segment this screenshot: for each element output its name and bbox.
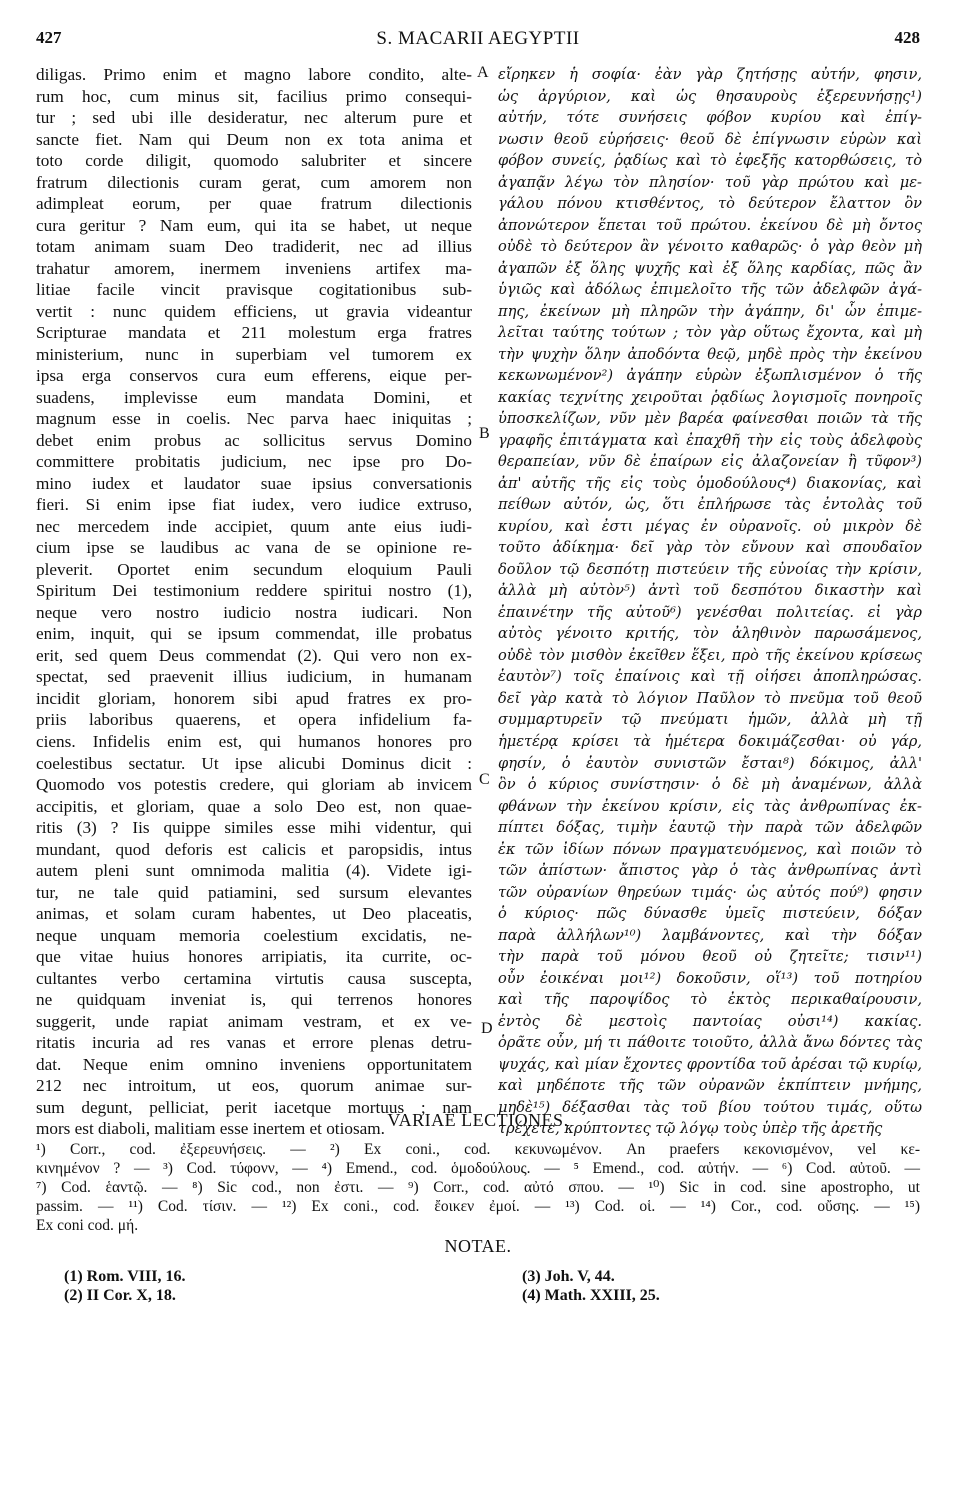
latin-text-line: debet enim probus ac sollicitus servus Domino <box>36 430 472 450</box>
greek-text-line: εἴρηκεν ἡ σοφία· ἐὰν γὰρ ζητήσῃς αὐτήν, φησιν, <box>498 66 922 83</box>
greek-text-line: τρέχετε, κρύπτοντες τῷ λόγῳ τοὺς ὑπὲρ τῆς ἀρετῆς <box>498 1120 883 1138</box>
greek-text-line: ἡμετέρᾳ κρίσει τὰ ἡμέτερα δοκιμάζεσθαι· οὐ γάρ, <box>498 732 922 750</box>
greek-text-line: ὃν ὁ κύριος συνίστησιν· ὁ δὲ μὴ ἀναμένων, ἀλλὰ <box>498 776 922 794</box>
greek-text-line: ψυχάς, καὶ μίαν ἔχοντες φροντίδα τοῦ ἀρέσαι τῷ κυρίῳ, <box>498 1055 922 1073</box>
latin-text-line: incidit gloriam, honorem sibi apud fratres ex pro- <box>36 688 472 708</box>
latin-text-line: suadens, implevisse eum mandata Domini, et <box>36 387 472 407</box>
greek-text-line: παρὰ ἀλλήλων¹⁰) λαμβάνοντες, καὶ τὴν δόξαν <box>498 926 922 944</box>
greek-text-line: οὖν ἐοικέναι μοι¹²) δοκοῦσιν, οἵ¹³) τοῦ ποτηρίου <box>498 969 922 987</box>
variae-lectiones-body <box>36 1140 920 1235</box>
latin-text-line: priis laboribus quaerens, et opera infidelium fa- <box>36 710 472 730</box>
margin-mark-c: C <box>479 771 490 788</box>
margin-mark-a: A <box>477 64 489 81</box>
variant-reading-line: passim. — ¹¹) Cod. τίσιν. — ¹²) Ex coni., cod. ἔοικεν ἐμοί. — ¹³) Cod. οἱ. — ¹⁴) Cor., cod. οὔσης. — ¹⁵) <box>36 1198 920 1215</box>
greek-text-line: δοῦλον τῷ δεσπότῃ πιστεύειν τῆς εὐνοίας τὴν κρίσιν, <box>498 560 922 578</box>
greek-text-line: γάλου πόνου κτισθέντος, τὸ δεύτερον ἔλαττον ὂν <box>498 195 922 213</box>
latin-text-line: trahatur amorem, inermem inveniens artifex ma- <box>36 258 472 278</box>
greek-text-line: τῶν οὐρανίων θηρεύων τιμάς· ὡς αὐτός πού⁹) φησιν <box>498 883 922 901</box>
latin-text-line: diligas. Primo enim et magno labore condito, alte- <box>36 65 472 84</box>
greek-text-line: δεῖ γὰρ κατὰ τὸ λόγιον Παῦλον τὸ πνεῦμα τοῦ θεοῦ <box>498 689 922 707</box>
greek-text-line: αὐτήν, τότε συνήσεις φόβον κυρίου καὶ ἐπίγ- <box>498 109 922 127</box>
greek-text-line: μηδὲ¹⁵) δέξασθαι τὰς τοῦ βίου τούτου τιμάς, οὕτω <box>498 1098 922 1116</box>
latin-text-line: fratrum dilectionis curam gerat, cum amorem non <box>36 172 472 192</box>
variant-reading-line: κινημένον ? — ³) Cod. τύφονν, — ⁴) Emend., cod. ὁμοδούλους. — ⁵ Emend., cod. αὐτήν. — ⁶) Cod. αὐτοῦ. — <box>36 1160 920 1177</box>
greek-text-line: ἑαυτὸν⁷) τοῖς ἐπαίνοις καὶ τῇ οἰήσει ἀποπληρώσας. <box>498 668 922 686</box>
latin-text-line: enim, inquit, qui se ipsum commendat, ille probatus <box>36 624 472 644</box>
greek-text-line: ὑγιῶς καὶ ἀδόλως ἐπιμελοῖτο τῆς τῶν ἀδελφῶν ἀγά- <box>498 281 922 299</box>
latin-text-line: magnum esse in coelis. Nec parva haec iniquitas ; <box>36 409 472 429</box>
latin-text-line: cium ipse se laudibus ac vana de se opinione re- <box>36 538 472 558</box>
greek-text-line: γραφῆς ἐπιτάγματα καὶ ἐπαχθῆ τὴν εἰς τοὺς ἀδελφοὺς <box>498 431 922 449</box>
latin-text-line: committere probitatis judicium, nec ipse pro Do- <box>36 452 472 472</box>
latin-text-line: vertit : nunc quidem efficiens, ut gravia videantur <box>36 301 472 321</box>
latin-text-line: Scripturae mandata et 211 molestum erga fratres <box>36 323 472 343</box>
latin-text-line: ritis (3) ? Iis quippe similes esse mihi videntur, qui <box>36 818 472 838</box>
greek-text-line: νωσιν θεοῦ εὑρήσεις· θεοῦ δὲ ἐπίγνωσιν εὑρὼν καὶ <box>498 130 922 148</box>
greek-text-line: φησίν, ὁ ἑαυτὸν συνιστῶν ἔσται⁸) δόκιμος, ἀλλ' <box>498 754 922 772</box>
page-number-right: 428 <box>894 28 920 47</box>
greek-column <box>498 64 922 1138</box>
latin-text-line: que vitae huius honores arripiatis, ita currite, oc- <box>36 947 472 967</box>
latin-text-line: mundant, quod deforis est calicis et paropsidis, intus <box>36 839 472 859</box>
latin-text-line: coelestibus sectatur. Ut ipse alicubi Dominus dicit : <box>36 753 472 773</box>
latin-text-line: rum hoc, cum minus sit, facilius primo consequi- <box>36 86 472 106</box>
greek-text-line: ἀγαπᾷν λέγω τὸν πλησίον· τοῦ γὰρ πρώτου καὶ με- <box>498 173 922 191</box>
greek-text-line: ἐπαινέτην τῆς αὐτοῦ⁶) γενέσθαι πολιτείας. εἰ γὰρ <box>498 603 922 621</box>
greek-text-line: πείθων αὐτόν, ὡς, ὅτι ἐπλήρωσε τὰς ἐντολὰς τοῦ <box>498 496 922 514</box>
greek-text-line: συμμαρτυρεῖν τῷ πνεύματι ἡμῶν, ἀλλὰ μὴ τῇ <box>498 711 922 729</box>
greek-text-line: ἐκ τῶν ἰδίων πόνων πραγματευόμενος, καὶ ποιῶν τὸ <box>498 840 922 858</box>
latin-text-line: pleverit. Oportet enim secundum eloquium Pauli <box>36 559 472 579</box>
latin-text-line: litiae facile vincit pravisque cogitationibus sub- <box>36 280 472 300</box>
notae-title: NOTAE. <box>444 1236 512 1256</box>
greek-text-line: οὐδὲ τὸ δεύτερον ἂν γένοιτο καθαρῶς· ὁ γὰρ θεὸν μὴ <box>498 238 922 256</box>
page-number-left: 427 <box>36 28 62 47</box>
greek-text-line: τῶν ἀπίστων· ἄπιστος γὰρ ὁ τὰς ἀνθρωπίνας ἀντὶ <box>498 862 922 880</box>
latin-text-line: fieri. Si enim ipse fiat iudex, vero iudice extruso, <box>36 495 472 515</box>
greek-text-line: ὁ κύριος· πῶς δύνασθε ὑμεῖς πιστεύειν, δόξαν <box>498 905 922 923</box>
latin-text-line: suggerit, unde rapiat animam vestram, et ex ve- <box>36 1011 472 1031</box>
running-title: S. MACARII AEGYPTII <box>376 28 580 49</box>
greek-text-line: οὐδὲ τὸν μισθὸν ἐκεῖθεν ἕξει, πρὸ τῆς ἐκείνου κρίσεως <box>498 646 922 664</box>
greek-text-line: καὶ μηδέποτε τῆς τῶν οὐρανῶν ἐκπίπτειν μνήμης, <box>498 1077 922 1095</box>
latin-text-line: tur, ne tale quid patiamini, sed sursum elevantes <box>36 882 472 902</box>
variant-reading-line: ¹) Corr., cod. ἐξερευνήσεις. — ²) Ex coni., cod. κεκυνωμένον. An praefers κεκονισμένον, vel κε- <box>36 1141 920 1158</box>
greek-text-line: πης, ἐκείνων μὴ πληρῶν τὴν ἀγάπην, δι' ὧν ἐπιμε- <box>498 302 922 320</box>
greek-text-line: φθάνων τὴν ἐκείνου κρίσιν, εἰς τὰς ἀνθρωπίνας ἐκ- <box>498 797 922 815</box>
latin-text-line: sancte fiet. Nam qui Deum non ex tota anima et <box>36 129 472 149</box>
greek-text-line: ἀλλὰ μὴ αὐτὸν⁵) ἀντὶ τοῦ δεσπότου δικαστὴν καὶ <box>498 582 922 600</box>
note-entry: (4) Math. XXIII, 25. <box>522 1287 660 1304</box>
latin-text-line: ritatis incuria ad res vanas et errore plenas detru- <box>36 1033 472 1053</box>
greek-text-line: καὶ τῆς παροψίδος τὸ ἐκτὸς περικαθαίρουσιν, <box>498 991 922 1009</box>
greek-text-line: ἐντὸς δὲ μεστοὶς παντοίας οὐσι¹⁴) κακίας. <box>498 1012 922 1030</box>
greek-text-line: πίπτει δόξας, τιμὴν ἑαυτῷ τὴν παρὰ τῶν ἀδελφῶν <box>498 819 922 837</box>
greek-text-line: ἀπονώτερον ἕπεται τοῦ πρώτου. ἐκείνου δὲ μὴ ὄντος <box>498 216 922 234</box>
latin-text-line: 212 nec introitum, ut eos, quorum animae sur- <box>36 1076 472 1096</box>
greek-text-line: ὡς ἀργύριον, καὶ ὡς θησαυροὺς ἐξερευνήσῃς¹) <box>498 87 922 105</box>
latin-text-line: sum degunt, pelliciat, perit iacetque mortuus ; nam <box>36 1097 472 1117</box>
variae-lectiones-title: VARIAE LECTIONES. <box>387 1110 569 1130</box>
latin-column <box>36 64 472 1139</box>
margin-mark-b: B <box>479 425 490 442</box>
latin-text-line: ministerium, nunc in superbiam vel tumorem ex <box>36 344 472 364</box>
latin-text-line: accipitis, et gloriam, quae a solo Deo est, non quae- <box>36 796 472 816</box>
greek-text-line: ὑποσκελίζων, νῦν μὲν βαρέα φαίνεσθαι ποιῶν τὰ τῆς <box>498 410 922 428</box>
latin-text-line: spectat, sed praevenit illius iudicium, in humanam <box>36 667 472 687</box>
note-entry: (3) Joh. V, 44. <box>522 1268 615 1285</box>
note-entry: (2) II Cor. X, 18. <box>64 1287 176 1304</box>
latin-text-line: autem pleni sunt omnimoda malitia (4). Videte igi- <box>36 861 472 881</box>
greek-text-line: τὴν ψυχὴν ὅλην ἀποδόντα θεῷ, μηδὲ πρὸς τὴν ἐκείνου <box>498 345 922 363</box>
greek-text-line: λεῖται ταύτης τούτων ; τὸν γὰρ οὕτως ἔχοντα, καὶ μὴ <box>498 324 922 342</box>
greek-text-line: κακίας τεχνίτης χειροῦται ῥᾳδίως λογισμοῖς πονηροῖς <box>498 388 922 406</box>
greek-text-line: τὴν παρὰ τοῦ μόνου θεοῦ οὐ ζητεῖτε; τισιν¹¹) <box>498 948 922 966</box>
latin-text-line: cura geritur ? Nam eum, qui ita se habet, ut neque <box>36 215 472 235</box>
latin-text-line: cultantes verbo certamina virtutis causa suscepta, <box>36 968 472 988</box>
greek-text-line: ἀπ' αὐτῆς τῆς εἰς τοὺς ὁμοδούλους⁴) διακονίας, καὶ <box>498 474 922 492</box>
latin-text-line: totam animam suam Deo tradiderit, nec ad illius <box>36 237 472 257</box>
greek-text-line: θεραπείαν, νῦν δὲ ἐπαίρων εἰς ἀλαζονείαν ἢ τῦφον³) <box>498 453 922 471</box>
latin-text-line: neque vero nostro iudicio nostra iudicari. Non <box>36 602 472 622</box>
latin-text-line: Spiritum Dei testimonium reddere spiritui nostro (1), <box>36 581 472 601</box>
latin-text-line: ne quidquam inveniat is, qui terrenos honores <box>36 990 472 1010</box>
page-header <box>36 28 920 56</box>
latin-text-line: mors est diaboli, malitiam esse inertem et otiosam. <box>36 1119 385 1139</box>
variant-reading-line: Ex coni cod. μή. <box>36 1217 139 1234</box>
greek-text-line: ὁρᾶτε οὖν, μή τι πάθοιτε τοιοῦτο, ἀλλὰ ἄνω δόντες τὰς <box>498 1034 922 1052</box>
note-entry: (1) Rom. VIII, 16. <box>64 1268 186 1285</box>
latin-text-line: tur ; sed ubi ille desideratur, nec alterum pure et <box>36 108 472 128</box>
latin-text-line: ipsa erga conservos cura eum efferens, eique per- <box>36 366 472 386</box>
latin-text-line: erit, sed quem Deus commendat (2). Qui vero non ex- <box>36 645 472 665</box>
latin-text-line: adimpleat eorum, per quae fratrum dilectionis <box>36 194 472 214</box>
greek-text-line: αὐτὸς γένοιτο κριτής, τὸν ἀληθινὸν παρωσάμενος, <box>498 625 922 643</box>
latin-text-line: nec mercedem inde accipiet, quum ante eius iudi- <box>36 516 472 536</box>
greek-text-line: ἀγαπῶν ἐξ ὅλης ψυχῆς καὶ ἐξ ὅλης καρδίας, πῶς ἂν <box>498 259 922 277</box>
latin-text-line: Quomodo vos potestis credere, qui gloriam ab invicem <box>36 775 472 795</box>
greek-text-line: κεκωνωμένον²) ἀγάπην εὑρὼν ἐξωπλισμένον ὁ τῆς <box>498 367 922 385</box>
greek-text-line: τοῦτο ἀδίκημα· δεῖ γὰρ τὸν εὔνουν καὶ σπουδαῖον <box>498 539 922 557</box>
latin-text-line: neque unquam memoria coelestium excidatis, ne- <box>36 925 472 945</box>
latin-text-line: dat. Neque enim omnino inveniens opportunitatem <box>36 1054 472 1074</box>
margin-mark-d: D <box>481 1020 493 1037</box>
greek-text-line: κυρίου, καὶ ἐστι μέγας ἐν οὐρανοῖς. οὐ μικρὸν δὲ <box>498 517 922 535</box>
notae-right-column <box>522 1267 922 1305</box>
latin-text-line: mino iudex et laudator suae ipsius conversationis <box>36 473 472 493</box>
latin-text-line: ciens. Infidelis enim est, qui humanos honores pro <box>36 731 472 751</box>
latin-text-line: toto corde diligit, quomodo salubriter et sincere <box>36 151 472 171</box>
variant-reading-line: ⁷) Cod. ἑαντῷ. — ⁸) Sic cod., non ἐστι. — ⁹) Corr., cod. αὐτό σπου. — ¹⁰) Sic in cod. sine apostropho, ut <box>36 1179 920 1196</box>
latin-text-line: animas, et solam curam habentes, ut Deo placeatis, <box>36 904 472 924</box>
greek-text-line: φόβον συνείς, ῥᾳδίως καὶ τὸ ἐφεξῆς κατορθώσεις, τὸ <box>498 152 922 170</box>
notae-left-column <box>64 1267 464 1305</box>
